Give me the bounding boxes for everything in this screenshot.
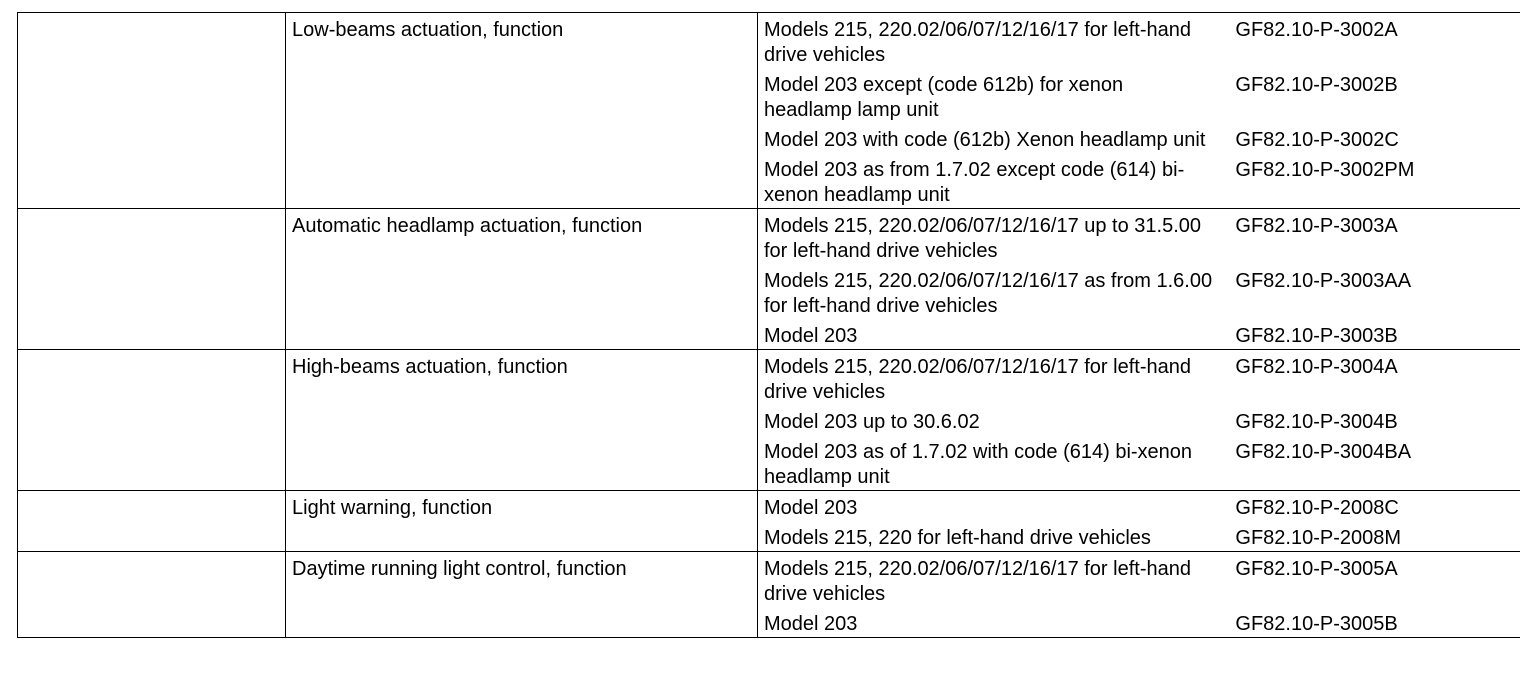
model-text: Model 203 as of 1.7.02 with code (614) bi-xenon headlamp unit — [764, 441, 1193, 488]
table-row-low-beams — [18, 13, 1520, 209]
doc-link[interactable]: GF82.10-P-3003A — [1235, 215, 1398, 237]
table-body — [18, 13, 1520, 638]
model-text: Model 203 — [764, 497, 858, 519]
model-text: Models 215, 220.02/06/07/12/16/17 for left-hand drive vehicles — [764, 356, 1191, 403]
doc-link[interactable]: GF82.10-P-3003B — [1235, 325, 1398, 347]
doc-link[interactable]: GF82.10-P-3004A — [1235, 356, 1398, 378]
entry-row — [758, 491, 1520, 521]
entry-row — [758, 209, 1520, 264]
empty-cell — [18, 209, 286, 350]
entry-row — [758, 350, 1520, 405]
model-text: Models 215, 220.02/06/07/12/16/17 for left-hand drive vehicles — [764, 558, 1191, 605]
function-label: Automatic headlamp actuation, function — [292, 215, 643, 237]
entry-row — [758, 13, 1520, 68]
model-text: Models 215, 220.02/06/07/12/16/17 as from 1.6.00 for left-hand drive vehicles — [764, 270, 1213, 317]
doc-link[interactable]: GF82.10-P-3002B — [1235, 74, 1398, 96]
document-table — [17, 12, 1520, 638]
entry-row — [758, 552, 1520, 607]
entries-cell — [758, 13, 1520, 209]
model-text: Model 203 except (code 612b) for xenon headlamp lamp unit — [764, 74, 1124, 121]
model-text: Models 215, 220 for left-hand drive vehicles — [764, 527, 1151, 549]
function-cell — [286, 13, 758, 209]
function-cell — [286, 491, 758, 552]
model-text: Model 203 — [764, 613, 858, 635]
empty-cell — [18, 552, 286, 638]
doc-link[interactable]: GF82.10-P-3002C — [1235, 129, 1399, 151]
entry-row — [758, 68, 1520, 123]
entries-cell — [758, 491, 1520, 552]
doc-link[interactable]: GF82.10-P-2008M — [1235, 527, 1402, 549]
function-cell — [286, 552, 758, 638]
table-row-high-beams — [18, 350, 1520, 491]
model-text: Model 203 as from 1.7.02 except code (614) bi-xenon headlamp unit — [764, 159, 1185, 206]
table-row-automatic-headlamp — [18, 209, 1520, 350]
entries-cell — [758, 209, 1520, 350]
function-label: Low-beams actuation, function — [292, 19, 564, 41]
entry-row — [758, 123, 1520, 153]
function-label: High-beams actuation, function — [292, 356, 568, 378]
function-cell — [286, 350, 758, 491]
table-row-daytime-running-light — [18, 552, 1520, 638]
entry-row — [758, 319, 1520, 349]
empty-cell — [18, 13, 286, 209]
entry-row — [758, 521, 1520, 551]
model-text: Model 203 — [764, 325, 858, 347]
model-text: Models 215, 220.02/06/07/12/16/17 up to 31.5.00 for left-hand drive vehicles — [764, 215, 1202, 262]
model-text: Models 215, 220.02/06/07/12/16/17 for left-hand drive vehicles — [764, 19, 1191, 66]
entries-cell — [758, 350, 1520, 491]
entry-row — [758, 435, 1520, 490]
doc-link[interactable]: GF82.10-P-3002A — [1235, 19, 1398, 41]
function-cell — [286, 209, 758, 350]
entry-row — [758, 264, 1520, 319]
doc-link[interactable]: GF82.10-P-3004BA — [1235, 441, 1412, 463]
entry-row — [758, 607, 1520, 637]
doc-link[interactable]: GF82.10-P-3002PM — [1235, 159, 1415, 181]
doc-link[interactable]: GF82.10-P-3005B — [1235, 613, 1398, 635]
entries-cell — [758, 552, 1520, 638]
function-label: Daytime running light control, function — [292, 558, 627, 580]
doc-link[interactable]: GF82.10-P-3005A — [1235, 558, 1398, 580]
model-text: Model 203 with code (612b) Xenon headlamp unit — [764, 129, 1206, 151]
empty-cell — [18, 350, 286, 491]
function-label: Light warning, function — [292, 497, 493, 519]
model-text: Model 203 up to 30.6.02 — [764, 411, 980, 433]
doc-link[interactable]: GF82.10-P-2008C — [1235, 497, 1399, 519]
doc-link[interactable]: GF82.10-P-3003AA — [1235, 270, 1412, 292]
doc-link[interactable]: GF82.10-P-3004B — [1235, 411, 1398, 433]
empty-cell — [18, 491, 286, 552]
table-row-light-warning — [18, 491, 1520, 552]
entry-row — [758, 153, 1520, 208]
entry-row — [758, 405, 1520, 435]
